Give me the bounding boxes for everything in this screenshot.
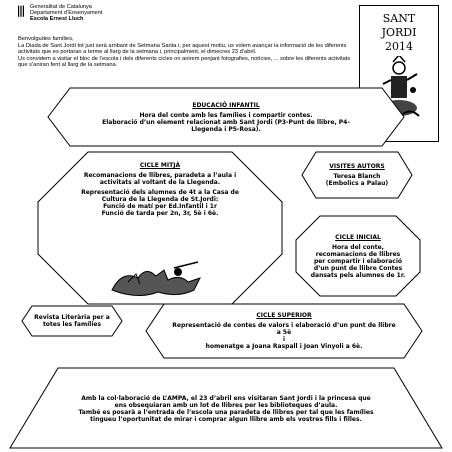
- mitja-paragraph-4: Funció de tarda per 2n, 3r, 5è i 6è.: [101, 210, 219, 217]
- mitja-paragraph-3: Funció de matí per Ed.Infantil i 1r: [103, 203, 217, 210]
- superior-line-3: homenatge a Joana Raspall i Joan Vinyoli a 6è.: [205, 343, 363, 350]
- mitja-paragraph-1: Recomanacions de llibres, paradeta a l’aula i activitats al voltant de la Llegenda.: [83, 172, 237, 186]
- inicial-title: CICLE INICIAL: [335, 233, 381, 241]
- school-header: [30, 4, 102, 23]
- mitja-paragraph-2: Representació dels alumnes de 4t a la Casa de Cultura de la Llegenda de St.Jordi:: [81, 189, 239, 203]
- intro-paragraph-2: Us convidem a visitar el bloc de l’escola i dels diferents cicles on anirem penjant fotografies, notícies, ... sobre les diferents activitats que s’aniran fent al llarg de la setmana.: [18, 55, 351, 68]
- infantil-panel: [48, 88, 404, 146]
- cicle-mitja-panel: [38, 152, 282, 304]
- autors-line-2: (Embolics a Palau): [325, 180, 389, 187]
- poster-title-2: JORDI: [381, 26, 417, 39]
- autors-title: VISITES AUTORS: [329, 163, 385, 170]
- autors-line-1: Teresa Blanch: [333, 173, 381, 180]
- header-line-1: Generalitat de Catalunya: [30, 4, 92, 10]
- superior-line-2: i: [282, 336, 286, 343]
- superior-title: CICLE SUPERIOR: [256, 312, 312, 319]
- ampa-panel: [10, 368, 442, 448]
- superior-line-1: Representació de contes de valors i elaboració d’un punt de llibre a 5è: [172, 322, 396, 336]
- ampa-line-2: També es posarà a l’entrada de l’escola una paradeta de llibres per tal que les famílies tingueu l’oportunitat de mirar i comprar algun llibre amb els vostres fills i filles.: [78, 409, 374, 423]
- revista-panel: [22, 306, 122, 336]
- infantil-line-2: Elaboració d’un element relacionat amb Sant Jordi (P3-Punt de llibre, P4-Llegenda i P5-Rosa).: [102, 118, 350, 133]
- poster-year: 2014: [385, 40, 413, 53]
- visites-autors-panel: [302, 152, 412, 198]
- intro-paragraph-1: La Diada de Sant Jordi tot just serà arribant de Setmana Santa i, per aquest motiu, us volem avançar la informació de les diferents activitats que es portaran a terme al llarg de la setmana i, principalment, el dimecres 23 d’abril.: [18, 42, 347, 55]
- generalitat-logo-icon: [18, 5, 26, 19]
- intro-letter: [18, 36, 353, 69]
- mitja-title: CICLE MITJÀ: [139, 162, 181, 169]
- revista-text: Revista Literària per a totes les famílies: [34, 314, 110, 328]
- infantil-title: EDUCACIÓ INFANTIL: [192, 101, 260, 109]
- dragon-knight-illustration-icon: [108, 260, 208, 300]
- cicle-inicial-panel: [296, 216, 420, 296]
- poster-title-1: SANT: [382, 12, 416, 25]
- infantil-line-1: Hora del conte amb les famílies i compartir contes.: [139, 111, 313, 119]
- school-name: Escola Ernest Lluch: [30, 16, 84, 23]
- cicle-superior-panel: [146, 304, 422, 358]
- greeting: Benvolgudes famílies,: [18, 36, 74, 42]
- ampa-line-1: Amb la col·laboració de L’AMPA, el 23 d’abril ens visitaran Sant Jordi i la princesa que ens obsequiaran amb un lot de llibres per les biblioteques d’aula.: [81, 395, 371, 409]
- header-line-2: Departament d’Ensenyament: [30, 10, 103, 17]
- inicial-text: Hora del conte, recomanacions de llibres per compartir i elaboració d’un punt de llibre Contes dansats pels alumnes de 1r.: [310, 243, 406, 279]
